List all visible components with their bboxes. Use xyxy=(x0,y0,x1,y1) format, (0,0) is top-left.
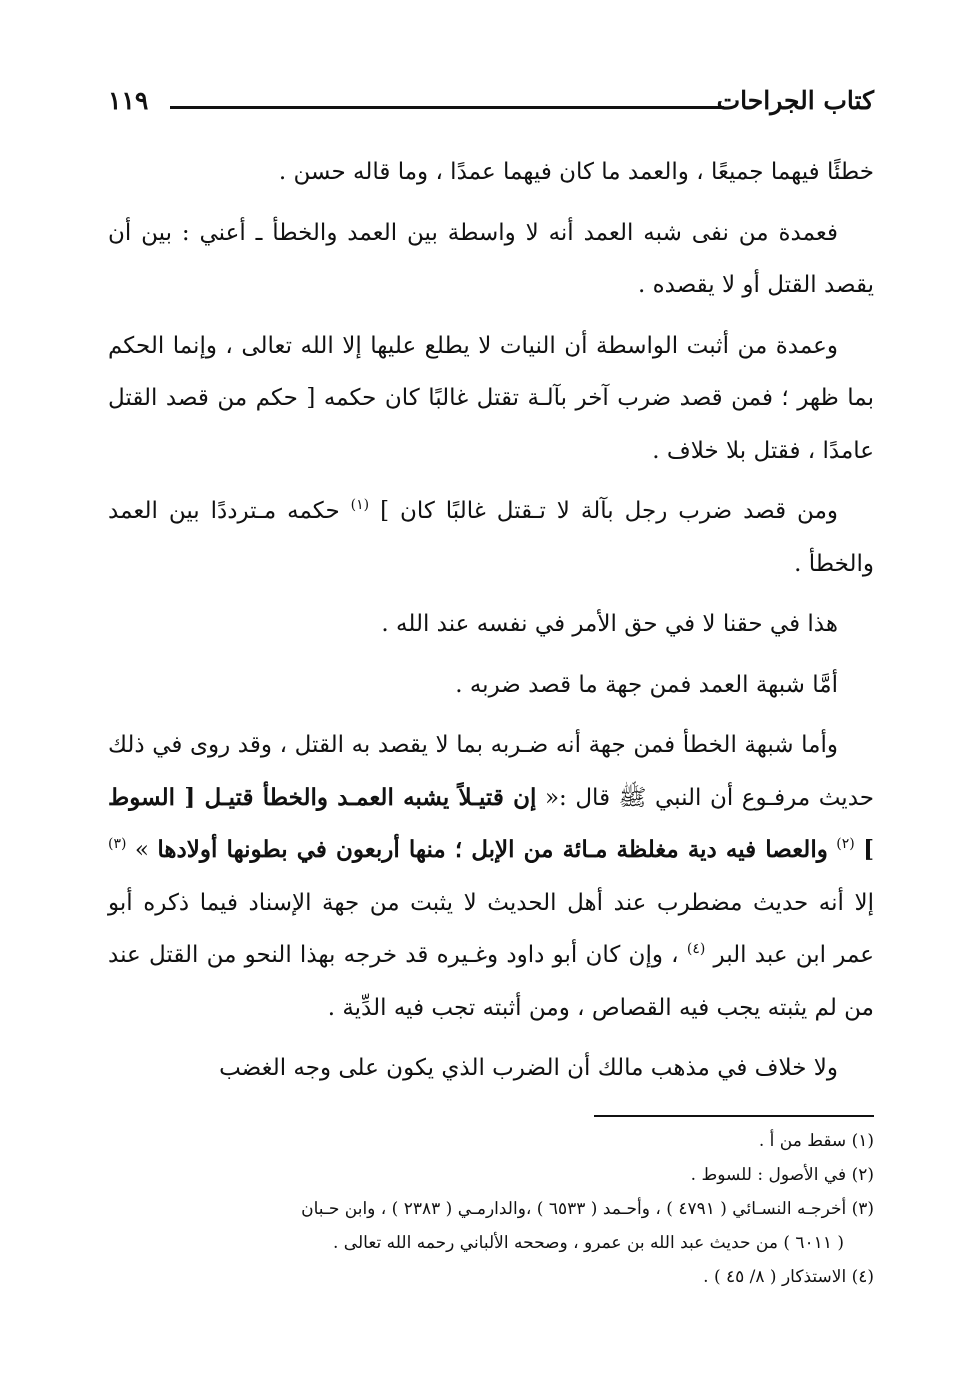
paragraph-4 xyxy=(108,485,874,590)
main-text xyxy=(108,146,874,1103)
paragraph-7-text-e: ، وإن كان أبو داود وغـيره قد خرجه بهذا النحو من القتل عند من لم يثبته يجب فيه القصاص ، ومن أثبته تجب فيه الدِّية . xyxy=(108,942,874,1021)
hadith-text-a: إن قتيـلاً يشبه العمـد والخطأ قتيـل [ السوط ] xyxy=(108,783,874,863)
paragraph-2: فعمدة من نفى شبه العمد أنه لا واسطة بين العمد والخطأ ـ أعني : بين أن يقصد القتل أو لا يقصده . xyxy=(108,219,874,298)
quote-close: » xyxy=(134,837,149,863)
footnote-ref-4[interactable]: (٤) xyxy=(686,941,706,957)
paragraph-7 xyxy=(108,719,874,1034)
footnote-ref-3[interactable]: (٣) xyxy=(108,836,127,852)
footnote-separator xyxy=(594,1115,874,1117)
paragraph-7-text-a: وأما شبهة الخطأ فمن جهة أنه ضـربه بما لا يقصد به القتل ، وقد روى في ذلك حديث مرفـوع أن النبي ﷺ قال :« xyxy=(108,732,874,811)
paragraph-5: هذا في حقنا لا في حق الأمر في نفسه عند الله . xyxy=(381,611,838,637)
footnote-1: (١) سقط من أ . xyxy=(758,1131,874,1151)
footnote-3: (٣) أخرجـه النسـائي ( ٤٧٩١ ) ، وأحـمد ( ٦٥٣٣ ) ،والدارمـي ( ٢٣٨٣ ) ، وابن حـبان xyxy=(301,1199,874,1219)
paragraph-4-text-b: حكمه مـترددًا بين العمد والخطأ . xyxy=(108,498,874,577)
footnote-2: (٢) في الأصول : للسوط . xyxy=(690,1165,874,1185)
page-number: ١١٩ xyxy=(108,86,149,115)
paragraph-7-text-d: إلا أنه حديث مضطرب عند أهل الحديث لا يثبت من جهة الإسناد فيما ذكره أبو عمر ابن عبد البر xyxy=(108,889,875,968)
footnote-3-continued: ( ٦٠١١ ) من حديث عبد الله بن عمرو ، وصححه الألباني رحمه الله تعالى . xyxy=(332,1233,844,1253)
paragraph-4-text-a: ومن قصد ضرب رجل بآلة لا تـقتل غالبًا كان ] xyxy=(380,498,838,524)
paragraph-6: أمَّا شبهة العمد فمن جهة ما قصد ضربه . xyxy=(455,671,838,698)
chapter-title: كتاب الجراحات xyxy=(716,86,874,115)
running-header xyxy=(108,86,874,126)
footnotes xyxy=(108,1124,874,1294)
hadith-text-b: والعصا فيه دية مغلظة مـائة من الإبل ؛ منها أربعون في بطونها أولادها xyxy=(157,836,828,863)
paragraph-8: ولا خلاف في مذهب مالك أن الضرب الذي يكون على وجه الغضب xyxy=(219,1055,838,1081)
header-rule xyxy=(170,106,724,109)
footnote-ref-1[interactable]: (١) xyxy=(350,497,370,513)
footnote-4: (٤) الاستذكار ( ٨/ ٤٥ ) . xyxy=(703,1267,874,1287)
paragraph-1: خطئًا فيهما جميعًا ، والعمد ما كان فيهما عمدًا ، وما قاله حسن . xyxy=(278,159,874,185)
footnote-ref-2[interactable]: (٢) xyxy=(836,836,855,852)
paragraph-3: وعمدة من أثبت الواسطة أن النيات لا يطلع عليها إلا الله تعالى ، وإنما الحكم بما ظهر ؛ فمن قصد ضرب آخر بآلـة تقتل غالبًا كان حكمه [ حكم من قصد القتل عامدًا ، فقتل بلا خلاف . xyxy=(108,332,874,464)
